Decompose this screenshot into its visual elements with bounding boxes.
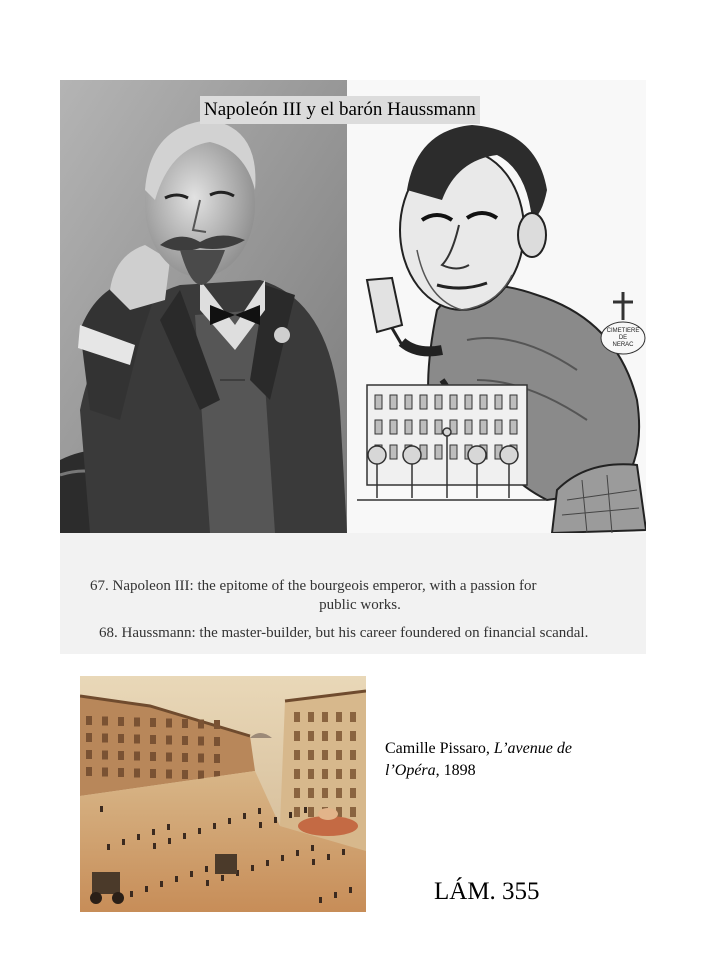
decorative-window	[168, 838, 171, 844]
caption-67-line-2: public works.	[319, 597, 401, 613]
decorative-window	[190, 871, 193, 877]
decorative-window	[150, 718, 156, 727]
decorative-window	[350, 750, 356, 760]
decorative-window	[86, 733, 92, 742]
decorative-window	[118, 768, 124, 777]
decorative-window	[100, 806, 103, 812]
decorative-window	[405, 420, 412, 434]
decorative-window	[349, 887, 352, 893]
decorative-window	[375, 420, 382, 434]
decorative-window	[319, 897, 322, 903]
decorative-window	[198, 737, 204, 746]
decorative-window	[102, 768, 108, 777]
decorative-window	[266, 860, 269, 866]
decorative-window	[251, 865, 254, 871]
decorative-window	[480, 395, 487, 409]
decorative-window	[213, 823, 216, 829]
decorative-window	[182, 736, 188, 745]
decorative-window	[450, 395, 457, 409]
decorative-window	[182, 719, 188, 728]
decorative-window	[118, 751, 124, 760]
decorative-window	[221, 875, 224, 881]
decorative-window	[182, 770, 188, 779]
napoleon-portrait-drawing	[60, 80, 347, 533]
decorative-window	[294, 731, 300, 741]
decorative-window	[420, 420, 427, 434]
decorative-window	[465, 395, 472, 409]
decorative-window	[322, 769, 328, 779]
decorative-window	[86, 716, 92, 725]
decorative-window	[86, 750, 92, 759]
decorative-window	[405, 395, 412, 409]
decorative-window	[308, 712, 314, 722]
painting-title-line-2: l’Opéra	[385, 762, 436, 779]
decorative-window	[294, 788, 300, 798]
decorative-window	[107, 844, 110, 850]
painting-year: , 1898	[435, 762, 476, 779]
decorative-window	[102, 734, 108, 743]
decorative-window	[510, 420, 517, 434]
decorative-window	[336, 769, 342, 779]
decorative-window	[435, 420, 442, 434]
plate-number-label: LÁM. 355	[434, 878, 540, 905]
painting-caption	[385, 738, 625, 782]
decorative-window	[198, 720, 204, 729]
decorative-window	[350, 788, 356, 798]
decorative-window	[336, 750, 342, 760]
decorative-window	[390, 420, 397, 434]
decorative-window	[175, 876, 178, 882]
decorative-window	[150, 769, 156, 778]
decorative-window	[327, 854, 330, 860]
decorative-window	[198, 771, 204, 780]
decorative-window	[296, 850, 299, 856]
napoleon-iii-photograph	[60, 80, 347, 533]
decorative-window	[259, 822, 262, 828]
haussmann-caricature	[347, 80, 646, 533]
decorative-window	[510, 395, 517, 409]
decorative-window	[289, 812, 292, 818]
decorative-window	[495, 395, 502, 409]
decorative-window	[183, 833, 186, 839]
cemetery-sign-text-1: CIMETIERE	[606, 328, 640, 334]
decorative-window	[118, 734, 124, 743]
decorative-window	[182, 753, 188, 762]
decorative-window	[334, 892, 337, 898]
decorative-window	[274, 817, 277, 823]
decorative-window	[495, 420, 502, 434]
decorative-window	[118, 717, 124, 726]
figure-title: Napoleón III y el barón Haussmann	[200, 96, 480, 124]
decorative-window	[150, 735, 156, 744]
decorative-window	[420, 395, 427, 409]
decorative-window	[166, 770, 172, 779]
decorative-window	[166, 736, 172, 745]
painting-artist: Camille Pissaro,	[385, 740, 490, 757]
decorative-window	[435, 395, 442, 409]
decorative-window	[308, 731, 314, 741]
decorative-window	[350, 731, 356, 741]
decorative-window	[322, 731, 328, 741]
decorative-window	[336, 731, 342, 741]
decorative-window	[308, 769, 314, 779]
pissarro-avenue-opera-painting	[80, 676, 366, 912]
decorative-window	[153, 843, 156, 849]
cemetery-sign-text-3: NERAC	[612, 342, 634, 348]
caption-67-line-1: 67. Napoleon III: the epitome of the bourgeois emperor, with a passion for	[90, 578, 537, 594]
decorative-window	[435, 445, 442, 459]
decorative-window	[350, 807, 356, 817]
decorative-window	[350, 712, 356, 722]
decorative-window	[214, 754, 220, 763]
decorative-window	[308, 750, 314, 760]
decorative-window	[167, 824, 170, 830]
decorative-window	[130, 891, 133, 897]
decorative-window	[390, 395, 397, 409]
decorative-window	[102, 717, 108, 726]
decorative-window	[137, 834, 140, 840]
decorative-window	[166, 719, 172, 728]
decorative-window	[160, 881, 163, 887]
decorative-window	[350, 769, 356, 779]
decorative-window	[122, 839, 125, 845]
decorative-window	[134, 718, 140, 727]
decorative-window	[450, 445, 457, 459]
decorative-window	[228, 818, 231, 824]
decorative-window	[336, 788, 342, 798]
decorative-window	[145, 886, 148, 892]
decorative-window	[308, 807, 314, 817]
decorative-window	[102, 751, 108, 760]
decorative-window	[294, 750, 300, 760]
decorative-window	[322, 788, 328, 798]
decorative-window	[390, 445, 397, 459]
decorative-window	[322, 750, 328, 760]
decorative-window	[198, 828, 201, 834]
decorative-window	[322, 712, 328, 722]
decorative-window	[304, 807, 307, 813]
decorative-window	[205, 866, 208, 872]
decorative-window	[311, 845, 314, 851]
decorative-window	[294, 807, 300, 817]
decorative-window	[336, 712, 342, 722]
decorative-window	[198, 754, 204, 763]
haussmann-caricature-drawing	[347, 80, 646, 533]
decorative-window	[465, 420, 472, 434]
decorative-window	[258, 808, 261, 814]
painting-title-line-1: L’avenue de	[493, 740, 572, 757]
decorative-window	[243, 813, 246, 819]
decorative-window	[166, 753, 172, 762]
decorative-window	[342, 849, 345, 855]
avenue-opera-painting-drawing	[80, 676, 366, 912]
decorative-window	[86, 767, 92, 776]
decorative-window	[375, 395, 382, 409]
decorative-window	[281, 855, 284, 861]
decorative-window	[214, 737, 220, 746]
decorative-window	[150, 752, 156, 761]
cemetery-sign-text-2: DE	[618, 335, 628, 341]
decorative-window	[134, 769, 140, 778]
decorative-window	[308, 788, 314, 798]
decorative-window	[134, 752, 140, 761]
decorative-window	[312, 859, 315, 865]
decorative-window	[480, 420, 487, 434]
decorative-window	[152, 829, 155, 835]
decorative-window	[294, 712, 300, 722]
caption-68: 68. Haussmann: the master-builder, but his career foundered on financial scandal.	[99, 625, 589, 641]
decorative-window	[134, 735, 140, 744]
decorative-window	[214, 720, 220, 729]
decorative-window	[294, 769, 300, 779]
decorative-window	[206, 880, 209, 886]
